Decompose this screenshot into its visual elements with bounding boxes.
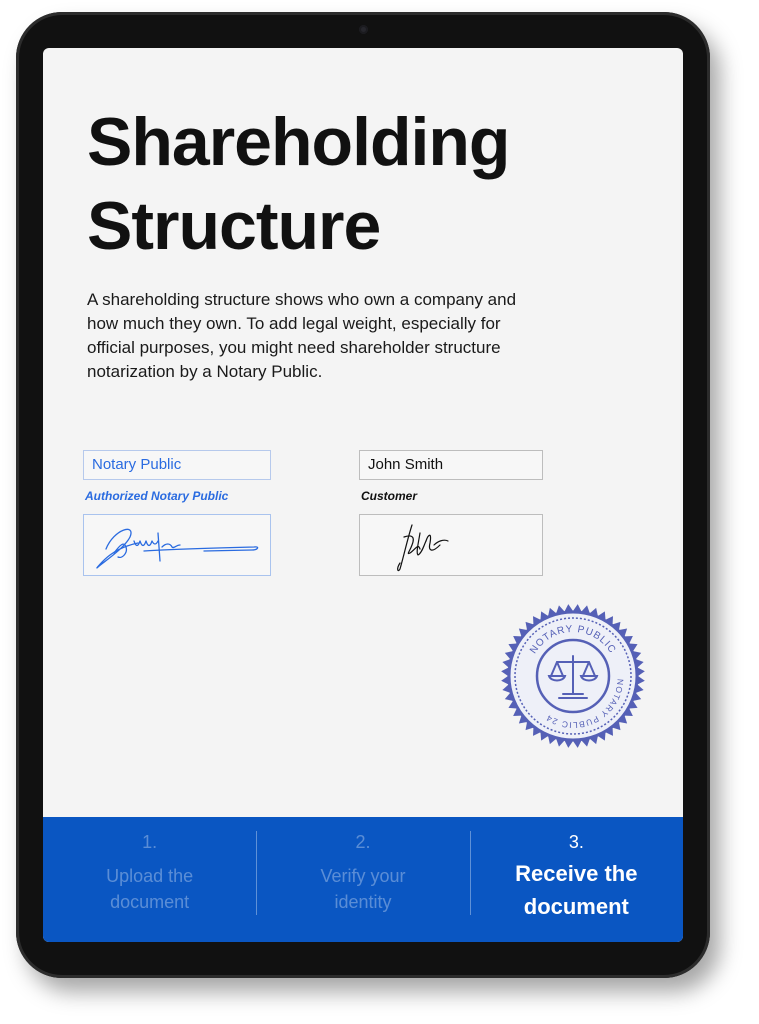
step-upload[interactable] [43, 817, 256, 942]
customer-signature-icon [360, 515, 544, 577]
page-title: Shareholding Structure [87, 104, 510, 264]
notary-signature-icon [84, 515, 272, 577]
step-number: 1. [142, 832, 158, 852]
customer-role-label: Customer [361, 489, 418, 503]
notary-signature-box [83, 514, 271, 576]
seal-bottom-text: NOTARY PUBLIC 24 [543, 678, 626, 731]
step-receive[interactable] [470, 817, 683, 942]
step-verify[interactable] [256, 817, 469, 942]
steps-bar [43, 817, 683, 942]
step-number: 2. [355, 832, 371, 852]
step-number: 3. [568, 832, 584, 852]
document-screen [43, 48, 683, 942]
step-label: Verify your identity [320, 866, 406, 912]
step-label: Receive the document [515, 861, 638, 919]
customer-name-field: John Smith [359, 450, 543, 480]
notary-name-field: Notary Public [83, 450, 271, 480]
notary-role-label: Authorized Notary Public [85, 489, 229, 503]
seal-top-text: NOTARY PUBLIC [528, 623, 618, 656]
notary-seal [499, 602, 647, 750]
camera-icon [359, 25, 368, 34]
customer-signature-box [359, 514, 543, 576]
step-label: Upload the document [106, 866, 194, 912]
tablet-frame [16, 12, 710, 978]
description-text: A shareholding structure shows who own a company and how much they own. To add legal weight, especially for official purposes, you might need shareholder structure notarization by a Notary Public. [87, 290, 517, 381]
